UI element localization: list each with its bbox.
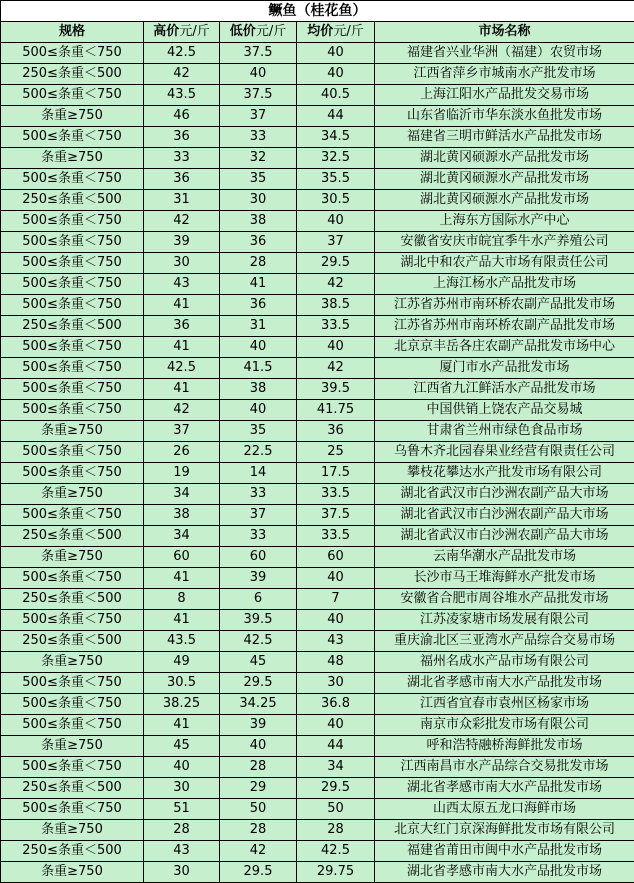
cell-high-price: 36: [144, 316, 220, 337]
cell-low-price: 40: [220, 337, 297, 358]
cell-spec: 250≤条重＜500: [1, 190, 144, 211]
table-body: [1, 43, 634, 883]
cell-low-price: 42.5: [220, 631, 297, 652]
cell-low-price: 37.5: [220, 43, 297, 64]
cell-low-price: 34.25: [220, 694, 297, 715]
cell-avg-price: 33.5: [297, 526, 375, 547]
cell-low-price: 28: [220, 253, 297, 274]
cell-low-price: 60: [220, 547, 297, 568]
cell-spec: 500≤条重＜750: [1, 274, 144, 295]
cell-avg-price: 25: [297, 442, 375, 463]
cell-spec: 500≤条重＜750: [1, 253, 144, 274]
cell-spec: 500≤条重＜750: [1, 694, 144, 715]
cell-low-price: 33: [220, 526, 297, 547]
table-row: [1, 253, 634, 274]
cell-avg-price: 40: [297, 64, 375, 85]
cell-spec: 500≤条重＜750: [1, 568, 144, 589]
cell-low-price: 38: [220, 211, 297, 232]
cell-spec: 条重≥750: [1, 736, 144, 757]
table-row: [1, 106, 634, 127]
cell-spec: 500≤条重＜750: [1, 43, 144, 64]
cell-high-price: 42.5: [144, 358, 220, 379]
header-low-price: 低价元/斤: [220, 22, 297, 43]
cell-spec: 250≤条重＜500: [1, 526, 144, 547]
table-row: [1, 610, 634, 631]
cell-avg-price: 50: [297, 799, 375, 820]
cell-low-price: 32: [220, 148, 297, 169]
cell-avg-price: 40: [297, 610, 375, 631]
cell-avg-price: 42: [297, 358, 375, 379]
cell-low-price: 14: [220, 463, 297, 484]
cell-low-price: 40: [220, 736, 297, 757]
table-row: [1, 358, 634, 379]
cell-market-name: 重庆渝北区三亚湾水产品综合交易市场: [375, 631, 634, 652]
table-row: [1, 337, 634, 358]
cell-market-name: 湖北省武汉市白沙洲农副产品大市场: [375, 484, 634, 505]
table-row: [1, 715, 634, 736]
cell-low-price: 29: [220, 778, 297, 799]
cell-spec: 250≤条重＜500: [1, 64, 144, 85]
cell-market-name: 长沙市马王堆海鲜水产批发市场: [375, 568, 634, 589]
cell-high-price: 45: [144, 736, 220, 757]
cell-spec: 条重≥750: [1, 652, 144, 673]
cell-market-name: 江西南昌市水产品综合交易批发市场: [375, 757, 634, 778]
cell-spec: 500≤条重＜750: [1, 400, 144, 421]
cell-market-name: 厦门市水产品批发市场: [375, 358, 634, 379]
cell-spec: 500≤条重＜750: [1, 211, 144, 232]
cell-market-name: 湖北黄冈硕源水产品批发市场: [375, 190, 634, 211]
cell-avg-price: 40: [297, 715, 375, 736]
header-spec: 规格: [1, 22, 144, 43]
cell-spec: 250≤条重＜500: [1, 589, 144, 610]
cell-spec: 500≤条重＜750: [1, 673, 144, 694]
cell-market-name: 湖北省武汉市白沙洲农副产品大市场: [375, 505, 634, 526]
cell-spec: 500≤条重＜750: [1, 379, 144, 400]
cell-high-price: 30: [144, 253, 220, 274]
cell-avg-price: 42: [297, 274, 375, 295]
cell-low-price: 33: [220, 484, 297, 505]
cell-market-name: 攀枝花攀达水产批发市场有限公司: [375, 463, 634, 484]
cell-market-name: 江苏省苏州市南环桥农副产品批发市场: [375, 295, 634, 316]
table-row: [1, 85, 634, 106]
cell-avg-price: 30: [297, 673, 375, 694]
cell-spec: 条重≥750: [1, 106, 144, 127]
cell-market-name: 上海东方国际水产中心: [375, 211, 634, 232]
cell-high-price: 31: [144, 190, 220, 211]
cell-low-price: 33: [220, 127, 297, 148]
table-row: [1, 274, 634, 295]
cell-avg-price: 17.5: [297, 463, 375, 484]
cell-market-name: 安徽省安庆市皖宜季牛水产养殖公司: [375, 232, 634, 253]
cell-spec: 500≤条重＜750: [1, 169, 144, 190]
cell-spec: 500≤条重＜750: [1, 715, 144, 736]
header-row: [1, 22, 634, 43]
cell-high-price: 41: [144, 379, 220, 400]
cell-high-price: 28: [144, 820, 220, 841]
cell-spec: 条重≥750: [1, 820, 144, 841]
table-row: [1, 211, 634, 232]
table-row: [1, 862, 634, 883]
table-row: [1, 400, 634, 421]
cell-spec: 500≤条重＜750: [1, 295, 144, 316]
cell-avg-price: 40: [297, 43, 375, 64]
cell-avg-price: 29.5: [297, 253, 375, 274]
cell-spec: 250≤条重＜500: [1, 631, 144, 652]
header-market-name: 市场名称: [375, 22, 634, 43]
cell-high-price: 51: [144, 799, 220, 820]
cell-high-price: 46: [144, 106, 220, 127]
cell-avg-price: 34.5: [297, 127, 375, 148]
cell-market-name: 湖北黄冈硕源水产品批发市场: [375, 148, 634, 169]
cell-high-price: 40: [144, 757, 220, 778]
table-row: [1, 64, 634, 85]
cell-avg-price: 29.5: [297, 778, 375, 799]
cell-market-name: 江西省宜春市袁州区杨家市场: [375, 694, 634, 715]
cell-high-price: 39: [144, 232, 220, 253]
table-row: [1, 484, 634, 505]
cell-market-name: 南京市众彩批发市场有限公司: [375, 715, 634, 736]
cell-high-price: 30: [144, 862, 220, 883]
cell-high-price: 38: [144, 505, 220, 526]
cell-spec: 条重≥750: [1, 862, 144, 883]
cell-high-price: 42: [144, 64, 220, 85]
cell-high-price: 33: [144, 148, 220, 169]
cell-avg-price: 60: [297, 547, 375, 568]
table-title: 鳜鱼（桂花鱼）: [1, 1, 634, 22]
cell-avg-price: 43: [297, 631, 375, 652]
table-row: [1, 379, 634, 400]
cell-market-name: 湖北省孝感市南大水产品批发市场: [375, 673, 634, 694]
cell-market-name: 湖北省孝感市南大水产品批发市场: [375, 862, 634, 883]
cell-market-name: 山西太原五龙口海鲜市场: [375, 799, 634, 820]
cell-market-name: 山东省临沂市华东淡水鱼批发市场: [375, 106, 634, 127]
cell-avg-price: 32.5: [297, 148, 375, 169]
cell-high-price: 26: [144, 442, 220, 463]
cell-high-price: 41: [144, 715, 220, 736]
cell-market-name: 湖北省武汉市白沙洲农副产品大市场: [375, 526, 634, 547]
cell-market-name: 云南华潮水产品批发市场: [375, 547, 634, 568]
cell-market-name: 上海江杨水产品批发市场: [375, 274, 634, 295]
table-row: [1, 442, 634, 463]
cell-market-name: 呼和浩特融桥海鲜批发市场: [375, 736, 634, 757]
cell-avg-price: 33.5: [297, 484, 375, 505]
cell-spec: 500≤条重＜750: [1, 85, 144, 106]
cell-low-price: 30: [220, 190, 297, 211]
cell-market-name: 乌鲁木齐北园春果业经营有限责任公司: [375, 442, 634, 463]
cell-low-price: 37: [220, 106, 297, 127]
cell-high-price: 8: [144, 589, 220, 610]
cell-market-name: 湖北黄冈硕源水产品批发市场: [375, 169, 634, 190]
table-row: [1, 421, 634, 442]
table-row: [1, 799, 634, 820]
cell-high-price: 37: [144, 421, 220, 442]
cell-avg-price: 40: [297, 211, 375, 232]
cell-market-name: 北京大红门京深海鲜批发市场有限公司: [375, 820, 634, 841]
cell-high-price: 38.25: [144, 694, 220, 715]
cell-avg-price: 34: [297, 757, 375, 778]
cell-low-price: 31: [220, 316, 297, 337]
cell-market-name: 甘肃省兰州市绿色食品市场: [375, 421, 634, 442]
cell-low-price: 37.5: [220, 85, 297, 106]
cell-spec: 500≤条重＜750: [1, 358, 144, 379]
cell-low-price: 41: [220, 274, 297, 295]
cell-high-price: 34: [144, 484, 220, 505]
cell-avg-price: 38.5: [297, 295, 375, 316]
cell-avg-price: 40: [297, 568, 375, 589]
table-row: [1, 673, 634, 694]
cell-spec: 500≤条重＜750: [1, 442, 144, 463]
cell-avg-price: 36: [297, 421, 375, 442]
cell-market-name: 湖北省孝感市南大水产品批发市场: [375, 778, 634, 799]
cell-market-name: 安徽省合肥市周谷堆水产品批发市场: [375, 589, 634, 610]
cell-low-price: 39: [220, 715, 297, 736]
cell-low-price: 38: [220, 379, 297, 400]
cell-market-name: 福建省兴业华洲（福建）农贸市场: [375, 43, 634, 64]
cell-low-price: 29.5: [220, 862, 297, 883]
cell-low-price: 22.5: [220, 442, 297, 463]
cell-low-price: 37: [220, 505, 297, 526]
cell-low-price: 41.5: [220, 358, 297, 379]
cell-market-name: 中国供销上饶农产品交易城: [375, 400, 634, 421]
cell-market-name: 福建省三明市鲜活水产品批发市场: [375, 127, 634, 148]
cell-avg-price: 48: [297, 652, 375, 673]
cell-low-price: 36: [220, 232, 297, 253]
cell-low-price: 29.5: [220, 673, 297, 694]
cell-spec: 条重≥750: [1, 148, 144, 169]
table-row: [1, 547, 634, 568]
cell-high-price: 41: [144, 568, 220, 589]
cell-high-price: 49: [144, 652, 220, 673]
cell-spec: 500≤条重＜750: [1, 337, 144, 358]
cell-high-price: 41: [144, 337, 220, 358]
cell-low-price: 39: [220, 568, 297, 589]
cell-avg-price: 36.8: [297, 694, 375, 715]
cell-high-price: 19: [144, 463, 220, 484]
cell-market-name: 江西省九江鲜活水产品批发市场: [375, 379, 634, 400]
cell-spec: 250≤条重＜500: [1, 841, 144, 862]
table-row: [1, 589, 634, 610]
cell-spec: 500≤条重＜750: [1, 127, 144, 148]
table-row: [1, 148, 634, 169]
cell-spec: 500≤条重＜750: [1, 505, 144, 526]
cell-avg-price: 44: [297, 736, 375, 757]
cell-spec: 条重≥750: [1, 484, 144, 505]
cell-spec: 500≤条重＜750: [1, 610, 144, 631]
cell-high-price: 43.5: [144, 631, 220, 652]
table-row: [1, 652, 634, 673]
cell-avg-price: 41.75: [297, 400, 375, 421]
cell-low-price: 28: [220, 820, 297, 841]
cell-market-name: 江苏省苏州市南环桥农副产品批发市场: [375, 316, 634, 337]
cell-low-price: 39.5: [220, 610, 297, 631]
cell-avg-price: 37.5: [297, 505, 375, 526]
table-row: [1, 43, 634, 64]
cell-spec: 条重≥750: [1, 547, 144, 568]
cell-avg-price: 37: [297, 232, 375, 253]
table-row: [1, 841, 634, 862]
cell-low-price: 42: [220, 841, 297, 862]
cell-market-name: 福州名成水产品市场有限公司: [375, 652, 634, 673]
cell-avg-price: 30.5: [297, 190, 375, 211]
cell-avg-price: 40: [297, 337, 375, 358]
cell-low-price: 28: [220, 757, 297, 778]
cell-spec: 500≤条重＜750: [1, 463, 144, 484]
cell-high-price: 43.5: [144, 85, 220, 106]
table-row: [1, 232, 634, 253]
cell-market-name: 湖北中和农产品大市场有限责任公司: [375, 253, 634, 274]
header-avg-price: 均价元/斤: [297, 22, 375, 43]
cell-low-price: 40: [220, 64, 297, 85]
cell-low-price: 36: [220, 295, 297, 316]
table-row: [1, 757, 634, 778]
cell-low-price: 6: [220, 589, 297, 610]
cell-avg-price: 29.75: [297, 862, 375, 883]
cell-spec: 500≤条重＜750: [1, 757, 144, 778]
table-row: [1, 190, 634, 211]
cell-market-name: 上海江阳水产品批发交易市场: [375, 85, 634, 106]
cell-market-name: 北京京丰岳各庄农副产品批发市场中心: [375, 337, 634, 358]
cell-high-price: 43: [144, 841, 220, 862]
cell-spec: 500≤条重＜750: [1, 232, 144, 253]
cell-high-price: 36: [144, 127, 220, 148]
cell-high-price: 34: [144, 526, 220, 547]
cell-spec: 250≤条重＜500: [1, 316, 144, 337]
table-row: [1, 127, 634, 148]
cell-low-price: 35: [220, 421, 297, 442]
cell-market-name: 江苏凌家塘市场发展有限公司: [375, 610, 634, 631]
table-row: [1, 295, 634, 316]
cell-high-price: 42: [144, 400, 220, 421]
cell-high-price: 60: [144, 547, 220, 568]
table-row: [1, 736, 634, 757]
cell-spec: 500≤条重＜750: [1, 799, 144, 820]
cell-high-price: 30: [144, 778, 220, 799]
cell-high-price: 42.5: [144, 43, 220, 64]
cell-avg-price: 35.5: [297, 169, 375, 190]
table-row: [1, 568, 634, 589]
cell-avg-price: 42.5: [297, 841, 375, 862]
cell-high-price: 41: [144, 295, 220, 316]
cell-spec: 250≤条重＜500: [1, 778, 144, 799]
cell-avg-price: 28: [297, 820, 375, 841]
cell-avg-price: 33.5: [297, 316, 375, 337]
cell-high-price: 30.5: [144, 673, 220, 694]
table-row: [1, 526, 634, 547]
cell-high-price: 42: [144, 211, 220, 232]
cell-avg-price: 40.5: [297, 85, 375, 106]
table-row: [1, 820, 634, 841]
table-row: [1, 778, 634, 799]
cell-market-name: 福建省莆田市闽中水产品批发市场: [375, 841, 634, 862]
table-row: [1, 463, 634, 484]
table-row: [1, 316, 634, 337]
table-row: [1, 169, 634, 190]
cell-market-name: 江西省萍乡市城南水产批发市场: [375, 64, 634, 85]
header-high-price: 高价元/斤: [144, 22, 220, 43]
cell-avg-price: 44: [297, 106, 375, 127]
cell-high-price: 41: [144, 610, 220, 631]
cell-low-price: 45: [220, 652, 297, 673]
cell-high-price: 36: [144, 169, 220, 190]
cell-low-price: 50: [220, 799, 297, 820]
cell-avg-price: 39.5: [297, 379, 375, 400]
cell-low-price: 40: [220, 400, 297, 421]
table-row: [1, 631, 634, 652]
cell-avg-price: 7: [297, 589, 375, 610]
cell-spec: 条重≥750: [1, 421, 144, 442]
table-row: [1, 505, 634, 526]
table-row: [1, 694, 634, 715]
cell-high-price: 43: [144, 274, 220, 295]
cell-low-price: 35: [220, 169, 297, 190]
